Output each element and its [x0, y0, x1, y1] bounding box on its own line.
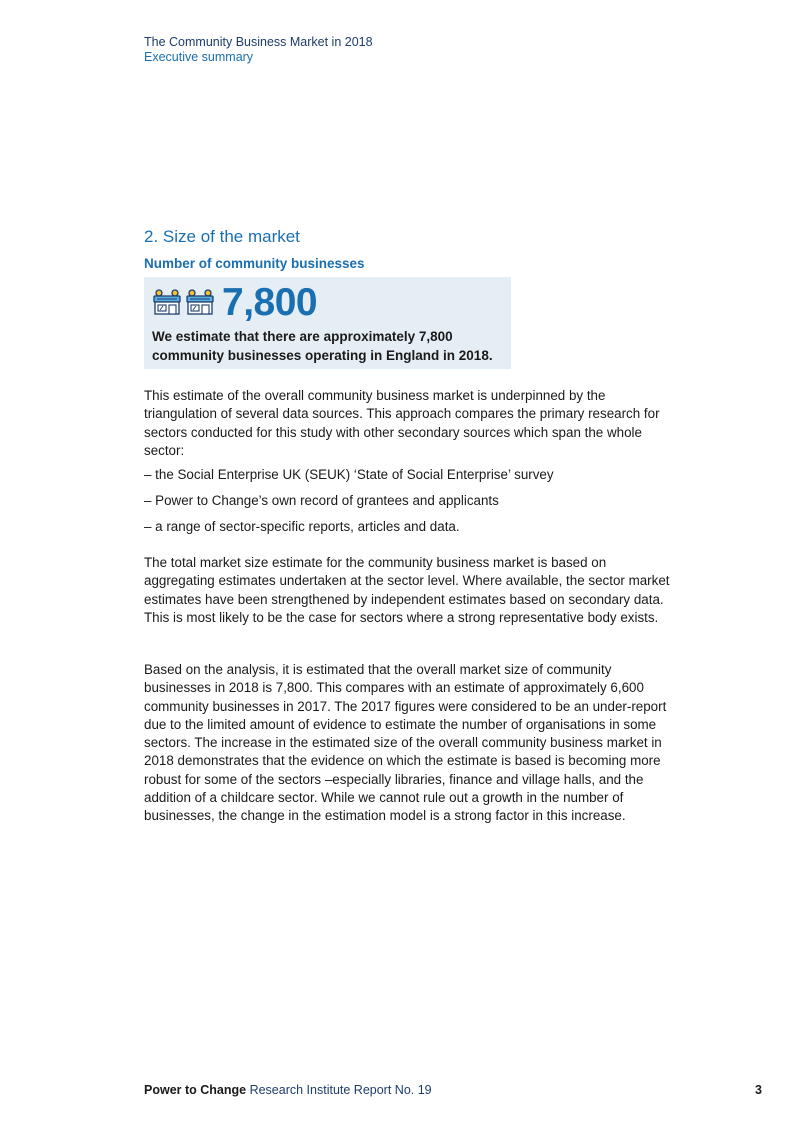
body-paragraph-1	[144, 387, 674, 460]
paragraph-text: Based on the analysis, it is estimated that the overall market size of community businesses in 2018 is 7,800. This compares with an estimate of approximately 6,600 community businesses in 2017. The 2017 figures were considered to be an under-report due to the limited amount of evidence to estimate the number of organisations in some sectors. The increase in the estimated size of the overall community business market in 2018 demonstrates that the evidence on which the estimate is based is becoming more robust for some of the sectors –especially libraries, finance and village halls, and the addition of a childcare sector. While we cannot rule out a growth in the number of businesses, the change in the estimation model is a strong factor in this increase.	[144, 662, 667, 824]
stat-icons	[152, 289, 215, 315]
stat-value: 7,800	[222, 281, 318, 324]
page-footer	[144, 1083, 432, 1097]
document-title: The Community Business Market in 2018	[144, 35, 373, 49]
stat-callout	[144, 277, 511, 369]
bullet-text: – the Social Enterprise UK (SEUK) ‘State of Social Enterprise’ survey	[144, 467, 554, 482]
body-paragraph-3	[144, 661, 674, 826]
bullet-item	[144, 492, 674, 510]
stat-caption: We estimate that there are approximately 7,800 community businesses operating in England in 2018.	[152, 329, 493, 363]
bullet-text: – Power to Change’s own record of grantees and applicants	[144, 493, 499, 508]
page-number: 3	[755, 1083, 762, 1097]
running-header	[144, 35, 373, 65]
section-label: Executive summary	[144, 50, 254, 64]
footer-report: Research Institute Report No. 19	[249, 1083, 432, 1097]
bullet-text: – a range of sector-specific reports, articles and data.	[144, 519, 460, 534]
paragraph-text: This estimate of the overall community business market is underpinned by the triangulation of several data sources. This approach compares the primary research for sectors conducted for this study with other secondary sources which span the whole sector:	[144, 388, 660, 458]
bullet-item	[144, 518, 674, 536]
body-paragraph-2	[144, 554, 674, 627]
shopfront-icon	[185, 289, 215, 315]
subheading: Number of community businesses	[144, 256, 365, 271]
bullet-item	[144, 466, 674, 484]
shopfront-icon	[152, 289, 182, 315]
section-heading: 2. Size of the market	[144, 227, 300, 246]
paragraph-text: The total market size estimate for the community business market is based on aggregating estimates undertaken at the sector level. Where available, the sector market estimates have been strengthened by independent estimates based on secondary data. This is most likely to be the case for sectors where a strong representative body exists.	[144, 555, 670, 625]
footer-brand: Power to Change	[144, 1083, 247, 1097]
